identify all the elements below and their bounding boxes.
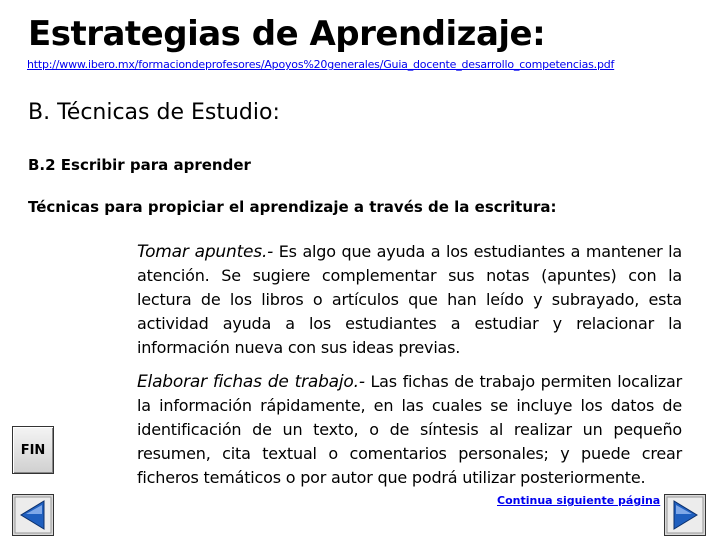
section-heading: B. Técnicas de Estudio: (28, 100, 280, 125)
paragraph-text: Es algo que ayuda a los estudiantes a mantener la atención. Se sugiere complementar sus notas (apuntes) con la lectura de los libros o artículos que han leído y subrayado, esta actividad ayuda a los estudiantes a estudiar y relacionar la información nueva con sus ideas previas. (137, 242, 682, 357)
source-link[interactable]: http://www.ibero.mx/formaciondeprofesores/Apoyos%20generales/Guia_docente_desarrollo_competencias.pdf (27, 58, 615, 71)
subsection-heading: B.2 Escribir para aprender (28, 156, 251, 174)
term-label: Elaborar fichas de trabajo.- (137, 372, 365, 392)
forward-arrow-icon (664, 494, 706, 536)
page-title: Estrategias de Aprendizaje: (28, 14, 546, 54)
paragraph-fichas-trabajo (137, 370, 682, 490)
forward-button[interactable] (664, 494, 706, 536)
continue-link[interactable]: Continua siguiente página (497, 494, 661, 507)
paragraph-text: Las fichas de trabajo permiten localizar la información rápidamente, en las cuales se incluye los datos de identificación de un texto, o de síntesis al realizar un pequeño resumen, cita textual o comentarios personales; y puede crear ficheros temáticos o por autor que podrá utilizar posteriormente. (137, 372, 682, 487)
fin-button[interactable]: FIN (12, 426, 54, 474)
paragraph-tomar-apuntes (137, 240, 682, 360)
intro-text: Técnicas para propiciar el aprendizaje a través de la escritura: (28, 198, 557, 216)
term-label: Tomar apuntes.- (137, 242, 274, 262)
back-button[interactable] (12, 494, 54, 536)
back-arrow-icon (12, 494, 54, 536)
